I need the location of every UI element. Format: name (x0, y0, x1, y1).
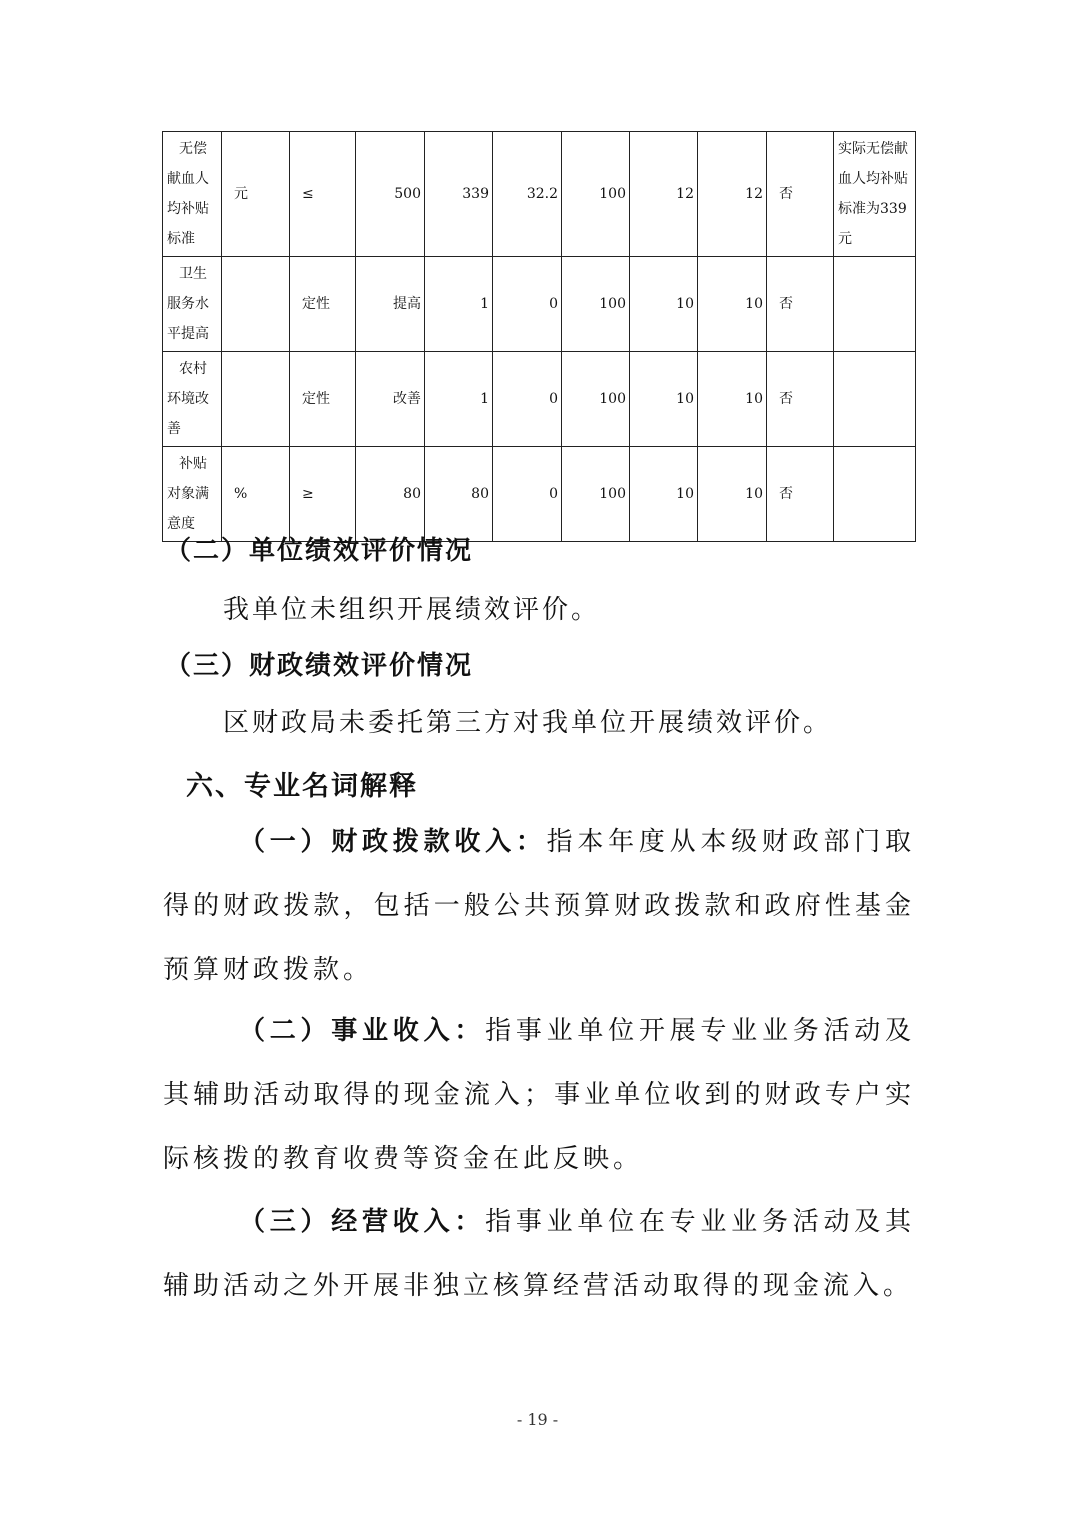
indicator-actual: 80 (425, 447, 493, 542)
table-cell: 100 (562, 257, 630, 352)
indicator-operator: 定性 (290, 257, 356, 352)
indicator-operator: ≤ (290, 132, 356, 257)
indicator-note: 实际无偿献血人均补贴标准为339元 (834, 132, 916, 257)
indicator-operator: 定性 (290, 352, 356, 447)
table-cell: 0 (493, 352, 562, 447)
glossary-definition: 指本年度从本级财政部门取得的财政拨款，包括一般公共预算财政拨款和政府性基金预算财政拨款。 (163, 827, 915, 985)
table-cell: 12 (630, 132, 698, 257)
finance-evaluation-text: 区财政局未委托第三方对我单位开展绩效评价。 (223, 708, 833, 738)
table-row (163, 352, 916, 447)
table-row (163, 257, 916, 352)
indicator-flag: 否 (767, 257, 834, 352)
indicator-target: 500 (356, 132, 425, 257)
indicator-flag: 否 (767, 352, 834, 447)
indicator-unit: 元 (222, 132, 290, 257)
table-row (163, 447, 916, 542)
table-cell: 10 (698, 257, 767, 352)
glossary-item (163, 1190, 915, 1318)
table-cell: 10 (698, 447, 767, 542)
section-heading-finance-evaluation: （三）财政绩效评价情况 (165, 651, 474, 681)
table-row (163, 132, 916, 257)
glossary-item (163, 810, 915, 1002)
indicator-actual: 1 (425, 352, 493, 447)
indicator-note (834, 257, 916, 352)
indicator-target: 改善 (356, 352, 425, 447)
indicator-name: 卫生服务水平提高 (163, 257, 222, 352)
table-cell: 12 (698, 132, 767, 257)
section-heading-glossary: 六、专业名词解释 (186, 771, 418, 802)
table-cell: 100 (562, 352, 630, 447)
indicator-unit: % (222, 447, 290, 542)
indicator-unit (222, 257, 290, 352)
indicator-actual: 1 (425, 257, 493, 352)
indicator-flag: 否 (767, 132, 834, 257)
indicator-operator: ≥ (290, 447, 356, 542)
glossary-term: （二）事业收入： (239, 1016, 486, 1046)
glossary-term: （一）财政拨款收入： (239, 827, 547, 857)
section-heading-unit-evaluation: （二）单位绩效评价情况 (165, 536, 474, 566)
table-cell: 0 (493, 257, 562, 352)
table-cell: 32.2 (493, 132, 562, 257)
indicator-name: 补贴对象满意度 (163, 447, 222, 542)
indicator-name: 农村环境改善 (163, 352, 222, 447)
indicator-target: 80 (356, 447, 425, 542)
glossary-term: （三）经营收入： (239, 1207, 486, 1237)
performance-indicator-table (162, 131, 916, 542)
indicator-flag: 否 (767, 447, 834, 542)
indicator-note (834, 447, 916, 542)
glossary-definition: 指事业单位在专业业务活动及其辅助活动之外开展非独立核算经营活动取得的现金流入。 (163, 1207, 915, 1301)
glossary-item (163, 999, 915, 1191)
indicator-target: 提高 (356, 257, 425, 352)
indicator-name: 无偿献血人均补贴标准 (163, 132, 222, 257)
table-cell: 10 (630, 257, 698, 352)
table-cell: 10 (698, 352, 767, 447)
table-cell: 100 (562, 447, 630, 542)
indicator-actual: 339 (425, 132, 493, 257)
table-cell: 10 (630, 447, 698, 542)
indicator-unit (222, 352, 290, 447)
glossary-definition: 指事业单位开展专业业务活动及其辅助活动取得的现金流入；事业单位收到的财政专户实际核拨的教育收费等资金在此反映。 (163, 1016, 915, 1174)
indicator-note (834, 352, 916, 447)
page-number: - 19 - (516, 1410, 559, 1429)
unit-evaluation-text: 我单位未组织开展绩效评价。 (223, 595, 601, 625)
table-cell: 10 (630, 352, 698, 447)
table-cell: 100 (562, 132, 630, 257)
table-cell: 0 (493, 447, 562, 542)
